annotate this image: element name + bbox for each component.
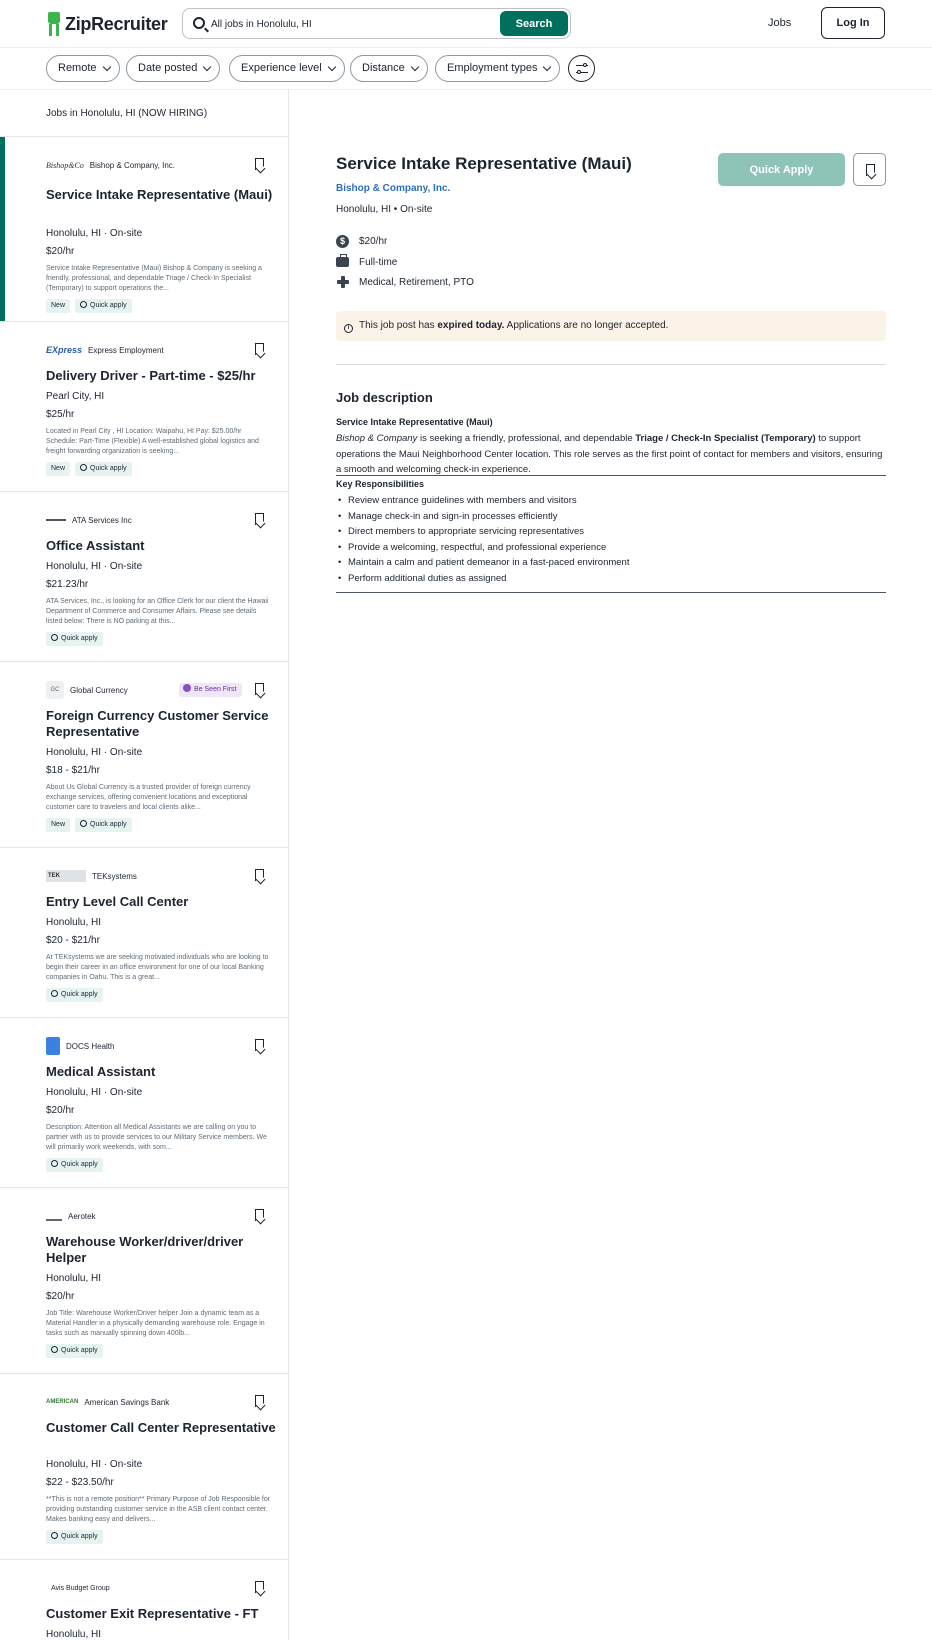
job-tags — [46, 632, 103, 646]
tag-quick-apply — [46, 1530, 103, 1544]
list-item: • Direct members to appropriate servicing representatives — [336, 524, 886, 540]
be-seen-first-badge — [179, 683, 242, 697]
company-row — [46, 1208, 96, 1224]
job-card-4[interactable] — [0, 848, 288, 1018]
logo-text: ZipRecruiter — [65, 13, 168, 34]
detail-pay: $20/hr — [359, 235, 388, 247]
filter-label: Remote — [58, 62, 97, 74]
bookmark-icon[interactable] — [255, 513, 264, 525]
company-name: ATA Services Inc — [72, 515, 132, 525]
filter-label: Distance — [362, 62, 405, 74]
job-location: Honolulu, HI · On-site — [46, 228, 143, 239]
filter-employment-types[interactable] — [435, 55, 560, 82]
job-card-8[interactable] — [0, 1560, 288, 1640]
divider — [336, 475, 886, 476]
company-row — [46, 868, 137, 884]
logo-mark-icon — [46, 12, 62, 36]
job-tags — [46, 462, 132, 476]
aerotek-logo-icon — [46, 1211, 62, 1221]
job-card-5[interactable] — [0, 1018, 288, 1188]
quick-apply-icon — [51, 1532, 58, 1539]
bookmark-icon[interactable] — [255, 1209, 264, 1221]
tag-quick-apply — [75, 462, 132, 476]
job-title[interactable]: Service Intake Representative (Maui) — [46, 187, 273, 202]
filter-date-posted[interactable] — [126, 55, 220, 82]
filter-distance[interactable] — [350, 55, 428, 82]
company-name: Aerotek — [68, 1211, 96, 1221]
list-title: Jobs in Honolulu, HI (NOW HIRING) — [46, 108, 208, 119]
company-row — [46, 682, 128, 698]
company-logo — [46, 519, 66, 521]
quick-apply-icon — [51, 990, 58, 997]
divider — [336, 364, 886, 365]
job-tags — [46, 1344, 103, 1358]
quick-apply-icon — [51, 634, 58, 641]
job-card-0[interactable] — [0, 137, 288, 322]
job-pay: $20 - $21/hr — [46, 935, 100, 946]
bookmark-icon[interactable] — [255, 869, 264, 881]
job-tags — [46, 299, 132, 313]
key-responsibilities-heading: Key Responsibilities — [336, 479, 425, 489]
expired-prefix: This job post has — [359, 320, 438, 331]
quick-apply-icon — [80, 820, 87, 827]
more-filters-button[interactable] — [568, 55, 595, 82]
expired-bold: expired today. — [437, 320, 505, 331]
search-box — [182, 8, 571, 39]
company-logo: Bishop&Co — [46, 160, 84, 170]
job-snippet: Service Intake Representative (Maui) Bishop & Company is seeking a friendly, professional, and dependable Triage / Check-In Specialist (Temporary) to support operations the... — [46, 265, 262, 292]
job-snippet: About Us Global Currency is a trusted provider of foreign currency exchange services, offering convenient locations and exceptional customer care to travelers and local clients alike... — [46, 784, 251, 811]
jd-company: Bishop & Company — [336, 433, 418, 444]
search-icon — [193, 17, 205, 29]
company-row — [46, 512, 132, 528]
job-location: Honolulu, HI · On-site — [46, 747, 143, 758]
job-description-subtitle: Service Intake Representative (Maui) — [336, 417, 493, 427]
job-pay: $20/hr — [46, 1105, 75, 1116]
detail-job-title: Service Intake Representative (Maui) — [336, 154, 632, 173]
search-button[interactable]: Search — [500, 11, 568, 36]
job-snippet: Located in Pearl City , HI Location: Waipahu, HI Pay: $25.00/hr Schedule: Part-Time (Flexible) A well-established global logistics and freight forwarding organization is seeking... — [46, 428, 259, 455]
medical-cross-icon — [336, 276, 349, 289]
company-logo: TEK — [46, 870, 86, 882]
detail-pay-row — [336, 233, 387, 249]
job-snippet: At TEKsystems we are seeking motivated individuals who are looking to begin their career in an office environment for one of our local Banking companies in Oahu. This is a great... — [46, 954, 269, 981]
company-logo: EXpress — [46, 345, 83, 355]
job-location: Honolulu, HI — [46, 917, 102, 928]
quick-apply-button[interactable]: Quick Apply — [718, 153, 845, 186]
badge-label: Be Seen First — [194, 686, 237, 693]
job-list-panel — [0, 90, 289, 1640]
tag-label: Quick apply — [90, 821, 127, 828]
tag-quick-apply — [46, 1158, 103, 1172]
company-name: American Savings Bank — [84, 1397, 170, 1407]
tag-label: Quick apply — [61, 991, 98, 998]
briefcase-icon — [336, 256, 349, 269]
save-job-button[interactable] — [853, 153, 886, 186]
job-pay: $18 - $21/hr — [46, 765, 100, 776]
chevron-down-icon — [102, 63, 110, 71]
job-location: Honolulu, HI · On-site — [46, 1459, 143, 1470]
jd-text-2: to support operations the Maui Neighborhood Center location. This role serves as the first point of contact for members and visitors, ensuring a smooth and welcoming check-in experience. — [336, 433, 883, 475]
company-logo: AMERICAN — [46, 1399, 79, 1405]
tag-quick-apply — [75, 818, 132, 832]
job-location: Honolulu, HI · On-site — [46, 561, 143, 572]
info-icon: i — [344, 324, 353, 333]
chevron-down-icon — [327, 63, 335, 71]
job-snippet: Description: Attention all Medical Assistants we are calling on you to partner with us to provide services to our Military Service members. We will primarily work weekends, with som... — [46, 1124, 267, 1151]
chevron-down-icon — [543, 63, 551, 71]
list-item: • Review entrance guidelines with members and visitors — [336, 493, 886, 509]
jd-text-1: is seeking a friendly, professional, and dependable — [417, 433, 636, 444]
job-title[interactable]: Delivery Driver - Part-time - $25/hr — [46, 368, 256, 383]
bookmark-icon[interactable] — [255, 683, 264, 695]
jd-role: Triage / Check-In Specialist (Temporary) — [635, 433, 816, 444]
list-item: • Maintain a calm and patient demeanor in a fast-paced environment — [336, 555, 886, 571]
job-title[interactable]: Customer Exit Representative - FT — [46, 1606, 259, 1621]
list-item: • Perform additional duties as assigned — [336, 571, 886, 587]
search-input[interactable] — [211, 14, 481, 34]
tag-new: New — [46, 462, 70, 476]
tag-quick-apply — [75, 299, 132, 313]
job-card-7[interactable] — [0, 1374, 288, 1560]
filter-experience-level[interactable] — [229, 55, 345, 82]
job-tags — [46, 818, 132, 832]
bookmark-icon[interactable] — [255, 1395, 264, 1407]
detail-benefits: Medical, Retirement, PTO — [359, 276, 474, 288]
filter-label: Date posted — [138, 62, 198, 74]
company-logo: GC — [46, 681, 64, 699]
detail-employment-row — [336, 254, 397, 270]
bookmark-icon[interactable] — [255, 343, 264, 355]
quick-apply-icon — [51, 1346, 58, 1353]
list-item: • Manage check-in and sign-in processes efficiently — [336, 509, 886, 525]
company-name: Avis Budget Group — [51, 1584, 110, 1592]
company-name: Global Currency — [70, 685, 128, 695]
job-location: Honolulu, HI — [46, 1629, 102, 1640]
tag-quick-apply — [46, 632, 103, 646]
tag-new: New — [46, 818, 70, 832]
dollar-icon: $ — [336, 235, 349, 248]
tag-label: Quick apply — [90, 465, 127, 472]
arrow-up-icon — [183, 684, 191, 692]
job-title[interactable]: Foreign Currency Customer Service Representative — [46, 708, 269, 739]
bookmark-icon[interactable] — [255, 1581, 264, 1593]
job-description-heading: Job description — [336, 390, 433, 405]
quick-apply-icon — [51, 1160, 58, 1167]
job-card-3[interactable] — [0, 662, 288, 848]
detail-location: Honolulu, HI • On-site — [336, 204, 433, 215]
job-tags — [46, 1530, 103, 1544]
quick-apply-icon — [80, 301, 87, 308]
company-row — [46, 1038, 114, 1054]
company-name: TEKsystems — [92, 871, 137, 881]
nav-jobs-link[interactable]: Jobs — [768, 17, 792, 29]
ziprecruiter-logo[interactable] — [46, 11, 167, 37]
job-pay: $25/hr — [46, 409, 75, 420]
job-snippet: Job Title: Warehouse Worker/Driver helper Join a dynamic team as a Material Handler in a physically demanding warehouse role. Engage in tasks such as manually spinning down 400lb... — [46, 1310, 265, 1337]
filter-label: Employment types — [447, 62, 538, 74]
company-row — [46, 342, 164, 358]
tag-label: Quick apply — [90, 302, 127, 309]
job-card-6[interactable] — [0, 1188, 288, 1374]
bookmark-icon[interactable] — [255, 158, 264, 170]
divider — [336, 592, 886, 593]
list-item: • Provide a welcoming, respectful, and professional experience — [336, 540, 886, 556]
filter-label: Experience level — [241, 62, 322, 74]
job-location: Pearl City, HI — [46, 391, 105, 402]
company-name: Express Employment — [88, 345, 164, 355]
quick-apply-icon — [80, 464, 87, 471]
top-header — [0, 0, 932, 48]
bookmark-icon[interactable] — [255, 1039, 264, 1051]
filter-bar — [0, 48, 932, 90]
tag-label: Quick apply — [61, 1347, 98, 1354]
detail-benefits-row — [336, 274, 474, 290]
responsibilities-list — [336, 493, 886, 586]
job-snippet: ATA Services, Inc., is looking for an Office Clerk for our client the Hawaii Department of Commerce and Consumer Affairs. Please see details listed below: There is NO parking at this... — [46, 598, 269, 625]
job-title[interactable]: Entry Level Call Center — [46, 894, 189, 909]
tag-new: New — [46, 299, 70, 313]
tag-label: Quick apply — [61, 635, 98, 642]
bookmark-icon — [866, 164, 875, 176]
tag-label: Quick apply — [61, 1533, 98, 1540]
job-pay: $20/hr — [46, 246, 75, 257]
job-pay: $22 - $23.50/hr — [46, 1477, 114, 1488]
job-description-paragraph — [336, 431, 886, 478]
company-row — [46, 1394, 169, 1410]
expired-notice — [336, 311, 886, 341]
company-row — [46, 1580, 110, 1596]
job-title[interactable]: Office Assistant — [46, 538, 145, 553]
docs-health-logo-icon — [46, 1037, 60, 1055]
job-snippet: **This is not a remote position** Primary Purpose of Job Responsible for providing outstanding customer service in the ASB client contact center. Makes banking easy and delivers... — [46, 1496, 271, 1523]
detail-company-link[interactable]: Bishop & Company, Inc. — [336, 183, 451, 194]
company-name: DOCS Health — [66, 1041, 115, 1051]
job-title[interactable]: Customer Call Center Representative — [46, 1420, 276, 1435]
job-tags — [46, 1158, 103, 1172]
login-button[interactable]: Log In — [821, 7, 885, 39]
tag-quick-apply — [46, 988, 103, 1002]
chevron-down-icon — [203, 63, 211, 71]
job-location: Honolulu, HI · On-site — [46, 1087, 143, 1098]
tag-quick-apply — [46, 1344, 103, 1358]
chevron-down-icon — [411, 63, 419, 71]
detail-employment: Full-time — [359, 256, 398, 268]
filter-remote[interactable] — [46, 55, 120, 82]
company-name: Bishop & Company, Inc. — [89, 160, 176, 170]
tag-label: Quick apply — [61, 1161, 98, 1168]
job-tags — [46, 988, 103, 1002]
job-card-2[interactable] — [0, 492, 288, 662]
job-title[interactable]: Medical Assistant — [46, 1064, 156, 1079]
job-title[interactable]: Warehouse Worker/driver/driver Helper — [46, 1234, 244, 1265]
job-location: Honolulu, HI — [46, 1273, 102, 1284]
job-pay: $21.23/hr — [46, 579, 89, 590]
company-row — [46, 157, 175, 173]
expired-suffix: Applications are no longer accepted. — [504, 320, 669, 331]
job-pay: $20/hr — [46, 1291, 75, 1302]
job-card-1[interactable] — [0, 322, 288, 492]
